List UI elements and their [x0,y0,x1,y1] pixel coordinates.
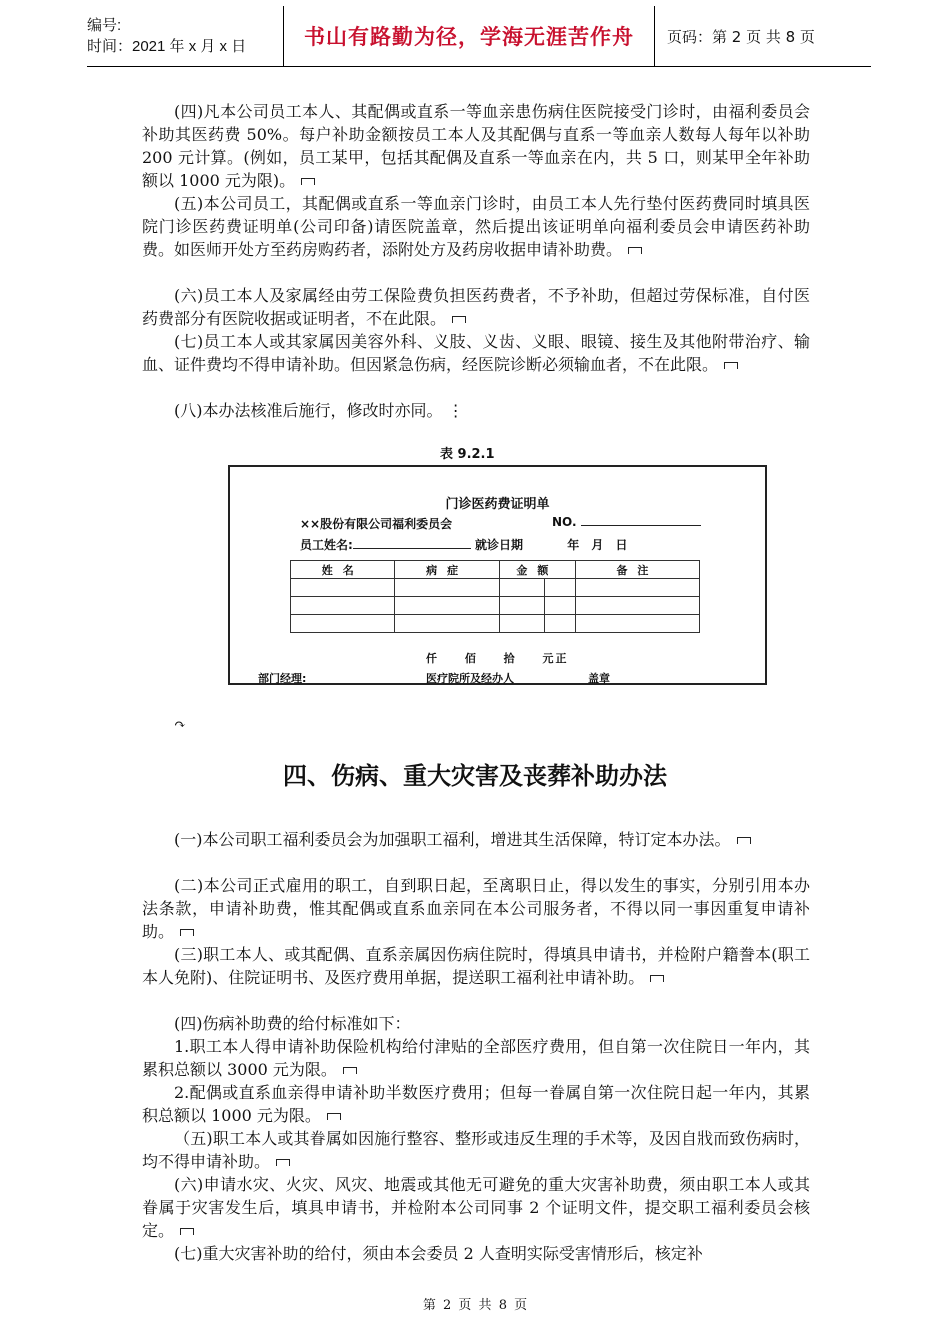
table-row [291,561,700,579]
anchor-icon: ↷ [174,717,186,733]
return-mark-icon [628,247,642,254]
return-mark-icon [452,316,466,323]
paragraph-6: (六)员工本人及家属经由劳工保险费负担医药费者，不予补助，但超过劳保标准，自付医药费部分有医院收据或证明者，不在此限。 [142,286,810,328]
header-left [87,6,283,66]
paragraph-b8: (六)申请水灾、火灾、风灾、地震或其他无可避免的重大灾害补助费，须由职工本人或其眷属于灾害发生后，填具申请书，并检附本公司同事 2 个证明文件，提交职工福利委员会核定。 [142,1175,810,1240]
paragraph-7: (七)员工本人或其家属因美容外科、义肢、义齿、义眼、眼镜、接生及其他附带治疗、输血、证件费均不得申请补助。但因紧急伤病，经医院诊断必须输血者，不在此限。 [142,332,810,374]
clinic-expense-form [228,465,767,685]
return-mark-icon [180,929,194,936]
clinic-label: 医疗院所及经办人 [426,672,514,685]
employee-name-blank [353,548,471,549]
column-header: 金额 [499,561,575,579]
table-row [291,615,700,633]
manager-label: 部门经理: [258,672,307,685]
page-footer: 第 2 页 共 8 页 [422,1298,528,1313]
paragraph-b9: (七)重大灾害补助的给付，须由本会委员 2 人查明实际受害情形后，核定补 [174,1244,703,1263]
column-header: 姓名 [291,561,395,579]
paragraph-b1: (一)本公司职工福利委员会为加强职工福利，增进其生活保障，特订定本办法。 [142,828,810,851]
paragraph-8: (八)本办法核准后施行，修改时亦同。 ⋮ [174,401,464,420]
form-table [290,560,700,633]
document-time-label: 时间：2021 年 x 月 x 日 [87,38,247,55]
column-header: 备注 [575,561,699,579]
visit-date-units: 年 月 日 [567,538,632,552]
employee-name-label: 员工姓名: [300,538,353,552]
amount-line: 仟 佰 拾 元正 [426,652,569,665]
header-page-info: 页码：第 2 页 共 8 页 [667,27,815,46]
document-number-label: 编号: [87,17,122,34]
figure-caption: 表 9.2.1 [440,447,495,462]
column-header: 病症 [395,561,499,579]
return-mark-icon [650,975,664,982]
form-company-line: ××股份有限公司福利委员会 [300,517,453,531]
return-mark-icon [276,1159,290,1166]
table-row [291,579,700,597]
return-mark-icon [327,1113,341,1120]
form-employee-line [300,536,632,553]
paragraph-b2: (二)本公司正式雇用的职工，自到职日起，至离职日止，得以发生的事实，分别引用本办法条款，申请补助费，惟其配偶或直系血亲同在本公司服务者，不得以同一事因重复申请补助。 [142,876,810,941]
paragraph-b6: 2.配偶或直系血亲得申请补助半数医疗费用；但每一眷属自第一次住院日起一年内，其累积总额以 1000 元为限。 [142,1083,810,1125]
paragraph-5: (五)本公司员工，其配偶或直系一等血亲门诊时，由员工本人先行垫付医药费同时填具医院门诊医药费证明单(公司印备)请医院盖章，然后提出该证明单向福利委员会申请医药补助费。如医师开处方至药房购药者，添附处方及药房收据申请补助费。 [142,194,810,259]
header-motto: 书山有路勤为径，学海无涯苦作舟 [304,25,634,49]
paragraph-4: (四)凡本公司员工本人、其配偶或直系一等血亲患伤病住医院接受门诊时，由福利委员会补助其医药费 50%。每户补助金额按员工本人及其配偶与直系一等血亲人数每人每年以补助 200 元计算。(例如，员工某甲，包括其配偶及直系一等血亲在内，共 5 口，则某甲全年补助额以 1000 元为限)。 [142,102,810,190]
section-title: 四、伤病、重大灾害及丧葬补助办法 [283,762,667,790]
page-header [87,6,871,67]
header-motto-cell [283,6,655,66]
form-title: 门诊医药费证明单 [445,497,550,512]
return-mark-icon [724,362,738,369]
paragraph-b7: （五)职工本人或其眷属如因施行整容、整形或违反生理的手术等，及因自戕而致伤病时，均不得申请补助。 [142,1129,810,1171]
return-mark-icon [343,1067,357,1074]
return-mark-icon [180,1228,194,1235]
table-row [291,597,700,615]
form-number-blank [581,525,701,526]
form-number: NO. [552,515,701,529]
return-mark-icon [737,837,751,844]
paragraph-b4: (四)伤病补助费的给付标准如下： [174,1014,411,1033]
paragraph-b3: (三)职工本人、或其配偶、直系亲属因伤病住院时，得填具申请书，并检附户籍誊本(职工本人免附)、住院证明书、及医疗费用单据，提送职工福利社申请补助。 [142,945,810,987]
paragraph-b5: 1.职工本人得申请补助保险机构给付津贴的全部医疗费用，但自第一次住院日一年内，其累积总额以 3000 元为限。 [142,1037,810,1079]
return-mark-icon [301,178,315,185]
visit-date-label: 就诊日期 [475,538,524,552]
stamp-label: 盖章 [588,672,610,685]
